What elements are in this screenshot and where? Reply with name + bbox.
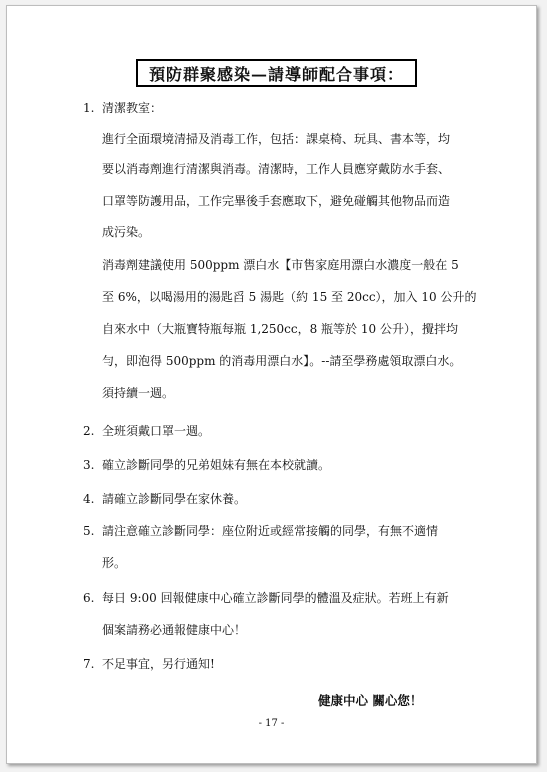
item-4-number: 4. (83, 492, 95, 506)
signature: 健康中心 關心您！ (318, 693, 423, 708)
item-1-paragraph-2-line-3: 自來水中（大瓶寶特瓶每瓶 1,250cc，8 瓶等於 10 公升），攪拌均 (102, 322, 458, 336)
item-1-paragraph-2-line-1: 消毒劑建議使用 500ppm 漂白水【市售家庭用漂白水濃度一般在 5 (102, 258, 459, 272)
item-1-paragraph-1-line-3: 口罩等防護用品，工作完畢後手套應取下，避免碰觸其他物品而造 (102, 194, 451, 208)
item-7-number: 7. (83, 657, 95, 671)
page-title: 預防群聚感染—請導師配合事項： (136, 59, 417, 87)
item-5-line-2: 形。 (102, 556, 127, 570)
document-page (6, 5, 537, 764)
item-6-line-1: 每日 9:00 回報健康中心確立診斷同學的體溫及症狀。若班上有新 (102, 591, 449, 605)
item-4-text: 請確立診斷同學在家休養。 (102, 492, 247, 506)
item-3-number: 3. (83, 458, 95, 472)
item-6-number: 6. (83, 591, 95, 605)
item-1-paragraph-1-line-1: 進行全面環境清掃及消毒工作，包括：課桌椅、玩具、書本等，均 (102, 132, 451, 146)
item-1-heading: 清潔教室： (102, 101, 163, 115)
page-number: - 17 - (258, 718, 285, 729)
item-2-text: 全班須戴口罩一週。 (102, 424, 211, 438)
item-2-number: 2. (83, 424, 95, 438)
item-3-text: 確立診斷同學的兄弟姐妹有無在本校就讀。 (102, 458, 331, 472)
item-1-paragraph-2-line-2: 至 6%，以喝湯用的湯匙舀 5 湯匙（約 15 至 20cc），加入 10 公升的 (102, 290, 477, 304)
item-1-number: 1. (83, 101, 95, 115)
item-1-paragraph-2-line-4: 勻，即泡得 500ppm 的消毒用漂白水】。--請至學務處領取漂白水。 (102, 354, 462, 368)
item-6-line-2: 個案請務必通報健康中心！ (102, 623, 247, 637)
item-5-number: 5. (83, 524, 95, 538)
item-1-paragraph-1-line-2: 要以消毒劑進行清潔與消毒。清潔時，工作人員應穿戴防水手套、 (102, 162, 451, 176)
item-1-paragraph-2-line-5: 須持續一週。 (102, 386, 175, 400)
item-7-text: 不足事宜，另行通知! (102, 657, 215, 671)
item-1-paragraph-1-line-4: 成污染。 (102, 225, 151, 239)
item-5-line-1: 請注意確立診斷同學：座位附近或經常接觸的同學，有無不適情 (102, 524, 439, 538)
